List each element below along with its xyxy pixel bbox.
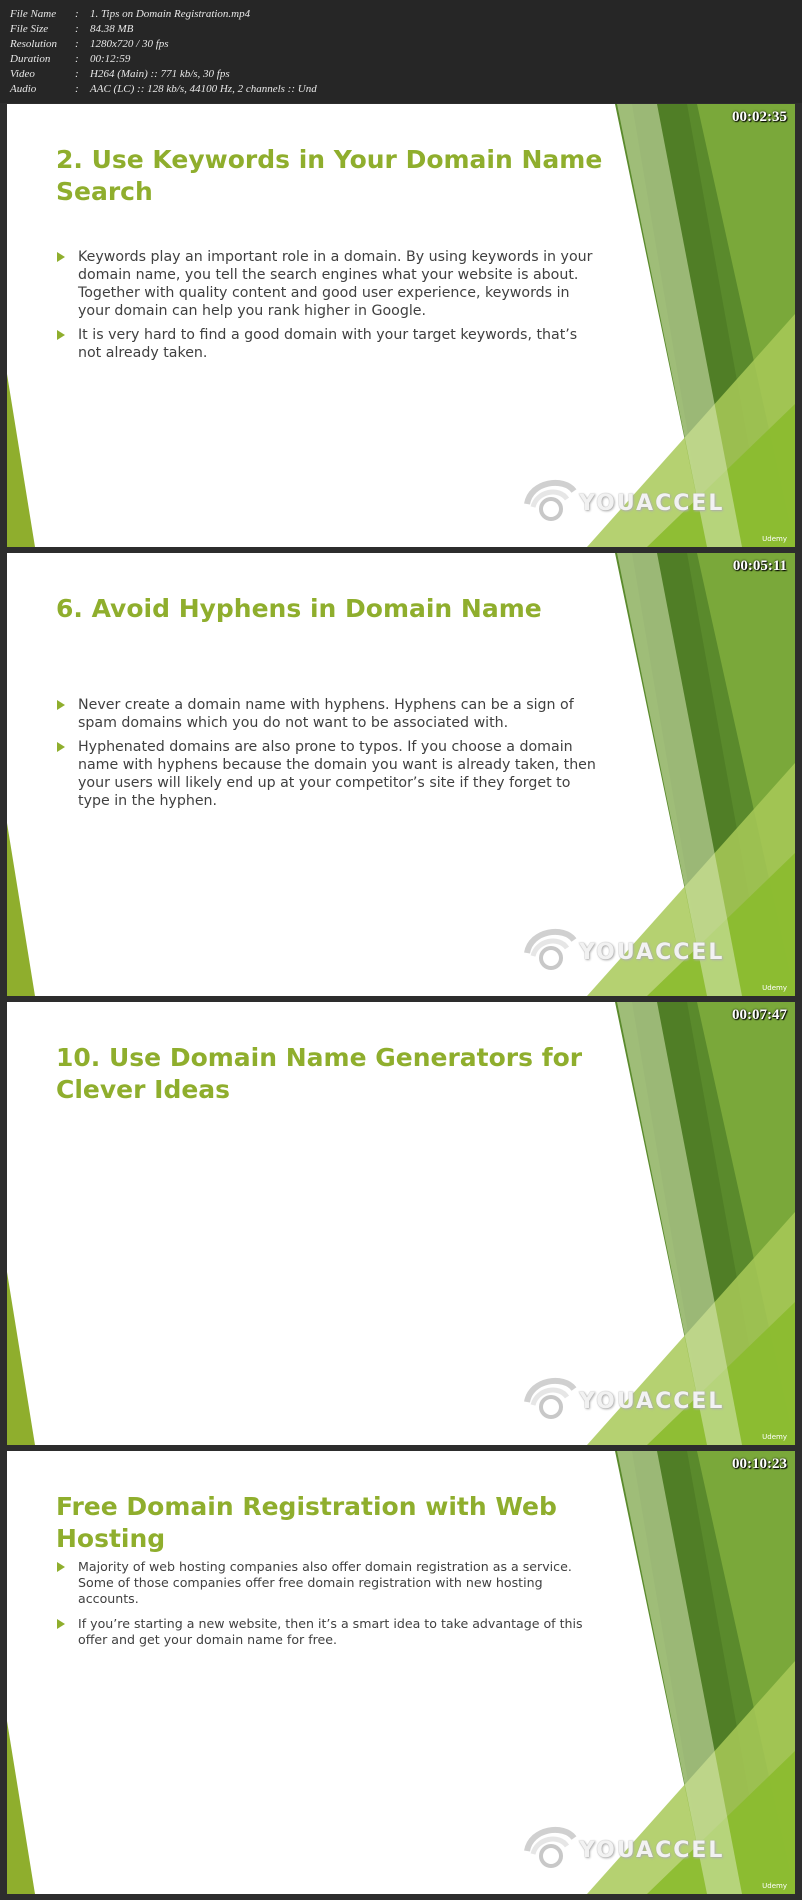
youaccel-logo bbox=[519, 469, 789, 529]
file-info-value: 00:12:59 bbox=[90, 53, 131, 65]
swirl-icon bbox=[519, 1367, 579, 1427]
file-info-separator: : bbox=[75, 23, 79, 35]
list-item bbox=[56, 1559, 601, 1607]
file-info-key: Resolution bbox=[10, 38, 58, 50]
bullet-arrow-icon bbox=[57, 252, 65, 262]
bullet-arrow-icon bbox=[57, 1619, 65, 1629]
bullet-arrow-icon bbox=[57, 1562, 65, 1572]
file-info-value: 1. Tips on Domain Registration.mp4 bbox=[90, 8, 251, 20]
bullet-list bbox=[56, 248, 601, 362]
video-frame-thumbnail[interactable] bbox=[7, 1002, 795, 1445]
file-info-row bbox=[10, 67, 230, 82]
bullet-arrow-icon bbox=[57, 330, 65, 340]
file-info-separator: : bbox=[75, 68, 79, 80]
udemy-watermark: Udemy bbox=[762, 1882, 787, 1890]
file-info-row bbox=[10, 22, 133, 37]
list-item bbox=[56, 738, 601, 810]
slide-title: 2. Use Keywords in Your Domain Name Search bbox=[56, 145, 603, 206]
slide-title: 10. Use Domain Name Generators for Clever Ideas bbox=[56, 1043, 583, 1104]
udemy-watermark: Udemy bbox=[762, 1433, 787, 1441]
bullet-arrow-icon bbox=[57, 700, 65, 710]
logo-text: YOUACCEL bbox=[579, 1389, 725, 1414]
slide-title: 6. Avoid Hyphens in Domain Name bbox=[56, 594, 542, 623]
file-info-row bbox=[10, 7, 250, 22]
file-info-value: AAC (LC) :: 128 kb/s, 44100 Hz, 2 channels :: Und bbox=[90, 83, 317, 95]
list-item bbox=[56, 248, 601, 320]
video-frame-thumbnail[interactable] bbox=[7, 104, 795, 547]
bullet-arrow-icon bbox=[57, 742, 65, 752]
file-info-separator: : bbox=[75, 83, 79, 95]
file-info-value: H264 (Main) :: 771 kb/s, 30 fps bbox=[90, 68, 230, 80]
file-info-key: File Name bbox=[10, 8, 57, 20]
logo-text: YOUACCEL bbox=[579, 940, 725, 965]
file-info-separator: : bbox=[75, 38, 79, 50]
bullet-text: Hyphenated domains are also prone to typos. If you choose a domain name with hyphens because the domain you want is already taken, then your users will likely end up at your competitor’s site if they forget to type in the hyphen. bbox=[78, 739, 596, 809]
bullet-text: It is very hard to find a good domain with your target keywords, that’s not already taken. bbox=[78, 327, 578, 361]
logo-text: YOUACCEL bbox=[579, 491, 725, 516]
list-item bbox=[56, 696, 601, 732]
swirl-icon bbox=[519, 469, 579, 529]
timestamp: 00:02:35 bbox=[732, 109, 787, 125]
swirl-icon bbox=[519, 1816, 579, 1876]
bullet-text: If you’re starting a new website, then it’s a smart idea to take advantage of this offer and get your domain name for free. bbox=[78, 1616, 583, 1647]
file-info-key: Duration bbox=[10, 53, 51, 65]
file-info-row bbox=[10, 37, 169, 52]
slide-title: Free Domain Registration with Web Hosting bbox=[56, 1492, 557, 1553]
file-info-value: 84.38 MB bbox=[90, 23, 134, 35]
udemy-watermark: Udemy bbox=[762, 535, 787, 543]
list-item bbox=[56, 1616, 601, 1648]
file-info-row bbox=[10, 52, 130, 67]
youaccel-logo bbox=[519, 1816, 789, 1876]
youaccel-logo bbox=[519, 918, 789, 978]
file-info-separator: : bbox=[75, 8, 79, 20]
video-frame-thumbnail[interactable] bbox=[7, 553, 795, 996]
timestamp: 00:10:23 bbox=[732, 1456, 787, 1472]
udemy-watermark: Udemy bbox=[762, 984, 787, 992]
file-info-panel bbox=[0, 0, 802, 103]
timestamp: 00:07:47 bbox=[732, 1007, 787, 1023]
file-info-separator: : bbox=[75, 53, 79, 65]
file-info-key: Video bbox=[10, 68, 35, 80]
bullet-list bbox=[56, 696, 601, 810]
bullet-text: Majority of web hosting companies also offer domain registration as a service. Some of those companies offer free domain registration with new hosting accounts. bbox=[78, 1559, 572, 1606]
youaccel-logo bbox=[519, 1367, 789, 1427]
swirl-icon bbox=[519, 918, 579, 978]
bullet-text: Keywords play an important role in a domain. By using keywords in your domain name, you tell the search engines what your website is about. Together with quality content and good user experience, keywords in your domain can help you rank higher in Google. bbox=[78, 249, 593, 319]
bullet-text: Never create a domain name with hyphens. Hyphens can be a sign of spam domains which you do not want to be associated with. bbox=[78, 697, 574, 731]
file-info-row bbox=[10, 82, 317, 97]
list-item bbox=[56, 326, 601, 362]
timestamp: 00:05:11 bbox=[732, 558, 787, 574]
file-info-key: Audio bbox=[10, 83, 37, 95]
logo-text: YOUACCEL bbox=[579, 1838, 725, 1863]
file-info-key: File Size bbox=[10, 23, 49, 35]
file-info-value: 1280x720 / 30 fps bbox=[90, 38, 169, 50]
video-frame-thumbnail[interactable] bbox=[7, 1451, 795, 1894]
bullet-list bbox=[56, 1559, 601, 1648]
